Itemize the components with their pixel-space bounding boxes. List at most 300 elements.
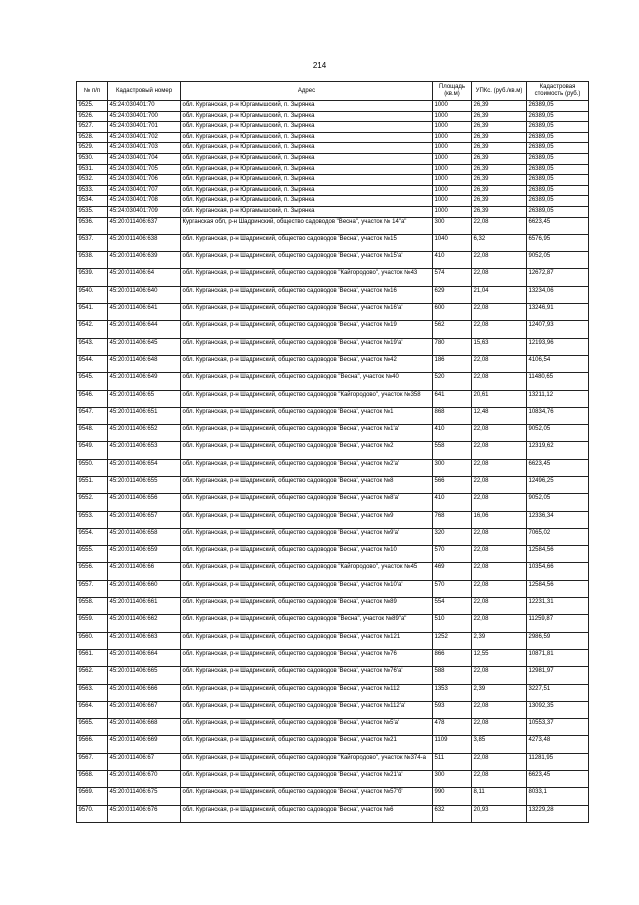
cadastral-value: 10553,37 (527, 719, 589, 736)
cadastral-value: 9052,05 (527, 425, 589, 442)
upks: 26,39 (472, 196, 527, 207)
upks: 26,39 (472, 185, 527, 196)
area: 511 (433, 753, 472, 770)
address: обл. Курганская, р-н Шадринский, общество садоводов "Кайгородово", участок №43 (181, 269, 433, 286)
cadastral-value: 12231,31 (527, 598, 589, 615)
upks: 22,08 (472, 667, 527, 684)
table-row (77, 684, 589, 701)
address: обл. Курганская, р-н Шадринский, общество садоводов 'Весна', участок №42 (181, 355, 433, 372)
row-number: 9563. (77, 684, 108, 701)
row-number: 9565. (77, 719, 108, 736)
address: обл. Курганская, р-н Шадринский, общество садоводов "Кайгородово", участок №358 (181, 390, 433, 407)
row-number: 9570. (77, 805, 108, 822)
area: 478 (433, 719, 472, 736)
address: обл. Курганская, р-н Юргамышский, п. Зырянка (181, 132, 433, 143)
area: 632 (433, 805, 472, 822)
area: 570 (433, 580, 472, 597)
upks: 22,08 (472, 217, 527, 234)
area: 1109 (433, 736, 472, 753)
area: 410 (433, 425, 472, 442)
cadastral-number: 45:24:030401:70 (108, 101, 181, 112)
cadastral-number: 45:24:030401:709 (108, 206, 181, 217)
cadastral-number: 45:24:030401:702 (108, 132, 181, 143)
area: 469 (433, 563, 472, 580)
table-row (77, 122, 589, 133)
cadastral-number: 45:20:011406:654 (108, 459, 181, 476)
cadastral-number: 45:24:030401:706 (108, 175, 181, 186)
table-row (77, 321, 589, 338)
address: обл. Курганская, р-н Шадринский, общество садоводов 'Весна', участок №2'а' (181, 459, 433, 476)
table-row (77, 511, 589, 528)
area: 1000 (433, 143, 472, 154)
table-row (77, 304, 589, 321)
address: обл. Курганская, р-н Шадринский, общество садоводов 'Весна', участок №16 (181, 286, 433, 303)
header-area: Площадь (кв.м) (433, 82, 472, 101)
table-row (77, 442, 589, 459)
cadastral-value: 10871,81 (527, 649, 589, 666)
cadastral-number: 45:20:011406:637 (108, 217, 181, 234)
cadastral-number: 45:20:011406:669 (108, 736, 181, 753)
address: обл. Курганская, р-н Юргамышский, п. Зырянка (181, 143, 433, 154)
address: обл. Курганская, р-н Юргамышский, п. Зырянка (181, 164, 433, 175)
address: обл. Курганская, р-н Шадринский, общество садоводов 'Весна', участок №15 (181, 234, 433, 251)
row-number: 9535. (77, 206, 108, 217)
cadastral-number: 45:20:011406:665 (108, 667, 181, 684)
cadastral-value: 11281,95 (527, 753, 589, 770)
area: 588 (433, 667, 472, 684)
row-number: 9541. (77, 304, 108, 321)
upks: 22,08 (472, 563, 527, 580)
table-row (77, 459, 589, 476)
cadastral-number: 45:20:011406:641 (108, 304, 181, 321)
address: обл. Курганская, р-н Юргамышский, п. Зырянка (181, 175, 433, 186)
table-row (77, 101, 589, 112)
address: обл. Курганская, р-н Шадринский, общество садоводов 'Весна', участок №15'а' (181, 252, 433, 269)
upks: 8,11 (472, 788, 527, 805)
page-number: 214 (312, 61, 327, 70)
cadastral-value: 9052,05 (527, 252, 589, 269)
table-row (77, 528, 589, 545)
row-number: 9559. (77, 615, 108, 632)
area: 1000 (433, 101, 472, 112)
row-number: 9550. (77, 459, 108, 476)
area: 600 (433, 304, 472, 321)
cadastral-number: 45:20:011406:668 (108, 719, 181, 736)
cadastral-value: 13229,28 (527, 805, 589, 822)
upks: 22,08 (472, 252, 527, 269)
row-number: 9562. (77, 667, 108, 684)
cadastral-number: 45:20:011406:657 (108, 511, 181, 528)
row-number: 9543. (77, 338, 108, 355)
area: 1000 (433, 132, 472, 143)
cadastral-value: 6576,95 (527, 234, 589, 251)
table-row (77, 736, 589, 753)
area: 510 (433, 615, 472, 632)
cadastral-number: 45:20:011406:640 (108, 286, 181, 303)
cadastral-value: 3227,51 (527, 684, 589, 701)
cadastral-number: 45:20:011406:660 (108, 580, 181, 597)
upks: 22,08 (472, 580, 527, 597)
row-number: 9529. (77, 143, 108, 154)
cadastral-value: 13092,35 (527, 701, 589, 718)
area: 300 (433, 459, 472, 476)
area: 300 (433, 771, 472, 788)
cadastral-number: 45:20:011406:638 (108, 234, 181, 251)
row-number: 9557. (77, 580, 108, 597)
table-row (77, 164, 589, 175)
cadastral-value: 12496,25 (527, 476, 589, 493)
cadastral-value: 8033,1 (527, 788, 589, 805)
upks: 22,08 (472, 719, 527, 736)
cadastral-value: 26389,05 (527, 153, 589, 164)
address: Курганская обл, р-н Шадринский, общество садоводов "Весна", участок № 14"а" (181, 217, 433, 234)
cadastral-number: 45:24:030401:704 (108, 153, 181, 164)
table-row (77, 143, 589, 154)
area: 1000 (433, 164, 472, 175)
upks: 3,85 (472, 736, 527, 753)
cadastral-value: 13246,91 (527, 304, 589, 321)
table-row (77, 701, 589, 718)
upks: 22,08 (472, 494, 527, 511)
upks: 21,04 (472, 286, 527, 303)
upks: 26,39 (472, 132, 527, 143)
upks: 26,39 (472, 175, 527, 186)
table-row (77, 269, 589, 286)
cadastral-number: 45:20:011406:662 (108, 615, 181, 632)
address: обл. Курганская, р-н Шадринский, общество садоводов 'Весна', участок №1'а' (181, 425, 433, 442)
address: обл. Курганская, р-н Юргамышский, п. Зырянка (181, 111, 433, 122)
upks: 26,39 (472, 164, 527, 175)
row-number: 9537. (77, 234, 108, 251)
row-number: 9552. (77, 494, 108, 511)
cadastral-number: 45:20:011406:663 (108, 632, 181, 649)
cadastral-number: 45:20:011406:658 (108, 528, 181, 545)
header-address: Адрес (181, 82, 433, 101)
area: 1040 (433, 234, 472, 251)
cadastral-value: 12584,56 (527, 546, 589, 563)
cadastral-number: 45:20:011406:653 (108, 442, 181, 459)
row-number: 9553. (77, 511, 108, 528)
address: обл. Курганская, р-н Юргамышский, п. Зырянка (181, 185, 433, 196)
upks: 22,08 (472, 321, 527, 338)
table-header-row (77, 82, 589, 101)
area: 558 (433, 442, 472, 459)
header-cadastral-value: Кадастровая стоимость (руб.) (527, 82, 589, 101)
row-number: 9532. (77, 175, 108, 186)
upks: 22,08 (472, 615, 527, 632)
upks: 22,08 (472, 459, 527, 476)
cadastral-value: 6623,45 (527, 217, 589, 234)
table-row (77, 425, 589, 442)
address: обл. Курганская, р-н Шадринский, общество садоводов 'Весна', участок №112 (181, 684, 433, 701)
table-row (77, 355, 589, 372)
row-number: 9547. (77, 407, 108, 424)
row-number: 9538. (77, 252, 108, 269)
row-number: 9568. (77, 771, 108, 788)
cadastral-value: 26389,05 (527, 101, 589, 112)
table-row (77, 805, 589, 822)
table-row (77, 153, 589, 164)
table-row (77, 390, 589, 407)
area: 1000 (433, 153, 472, 164)
table-row (77, 196, 589, 207)
upks: 22,08 (472, 373, 527, 390)
table-row (77, 175, 589, 186)
cadastral-number: 45:20:011406:649 (108, 373, 181, 390)
table-row (77, 753, 589, 770)
table-row (77, 476, 589, 493)
area: 186 (433, 355, 472, 372)
table-row (77, 598, 589, 615)
address: обл. Курганская, р-н Шадринский, общество садоводов 'Весна', участок №16'а' (181, 304, 433, 321)
address: обл. Курганская, р-н Шадринский, общество садоводов 'Весна', участок №76'а' (181, 667, 433, 684)
cadastral-number: 45:20:011406:64 (108, 269, 181, 286)
cadastral-number: 45:24:030401:707 (108, 185, 181, 196)
cadastral-number: 45:24:030401:708 (108, 196, 181, 207)
cadastral-value: 12336,34 (527, 511, 589, 528)
upks: 15,63 (472, 338, 527, 355)
area: 593 (433, 701, 472, 718)
area: 1252 (433, 632, 472, 649)
cadastral-number: 45:20:011406:659 (108, 546, 181, 563)
area: 629 (433, 286, 472, 303)
upks: 12,55 (472, 649, 527, 666)
row-number: 9528. (77, 132, 108, 143)
address: обл. Курганская, р-н Юргамышский, п. Зырянка (181, 206, 433, 217)
address: обл. Курганская, р-н Юргамышский, п. Зырянка (181, 153, 433, 164)
upks: 22,08 (472, 476, 527, 493)
table-row (77, 111, 589, 122)
area: 780 (433, 338, 472, 355)
address: обл. Курганская, р-н Шадринский, общество садоводов 'Весна', участок №121 (181, 632, 433, 649)
address: обл. Курганская, р-н Шадринский, общество садоводов 'Весна', участок №2 (181, 442, 433, 459)
cadastral-value: 11259,87 (527, 615, 589, 632)
upks: 2,39 (472, 684, 527, 701)
table-row (77, 494, 589, 511)
cadastral-value: 13234,06 (527, 286, 589, 303)
cadastral-value: 9052,05 (527, 494, 589, 511)
table-row (77, 580, 589, 597)
area: 320 (433, 528, 472, 545)
address: обл. Курганская, р-н Юргамышский, п. Зырянка (181, 196, 433, 207)
area: 641 (433, 390, 472, 407)
cadastral-value: 6623,45 (527, 459, 589, 476)
upks: 20,61 (472, 390, 527, 407)
address: обл. Курганская, р-н Шадринский, общество садоводов 'Весна', участок №19'а' (181, 338, 433, 355)
address: обл. Курганская, р-н Шадринский, общество садоводов 'Весна', участок №10 (181, 546, 433, 563)
upks: 22,08 (472, 442, 527, 459)
area: 574 (433, 269, 472, 286)
cadastral-value: 2986,59 (527, 632, 589, 649)
row-number: 9534. (77, 196, 108, 207)
cadastral-value: 10354,66 (527, 563, 589, 580)
address: обл. Курганская, р-н Шадринский, общество садоводов 'Весна', участок №21 (181, 736, 433, 753)
table-row (77, 206, 589, 217)
header-number: № п/п (77, 82, 108, 101)
table-row (77, 185, 589, 196)
row-number: 9545. (77, 373, 108, 390)
address: обл. Курганская, р-н Шадринский, общество садоводов 'Весна', участок №76 (181, 649, 433, 666)
address: обл. Курганская, р-н Шадринский, общество садоводов 'Весна', участок №57'б' (181, 788, 433, 805)
row-number: 9549. (77, 442, 108, 459)
address: обл. Курганская, р-н Шадринский, общество садоводов 'Весна', участок №10'а' (181, 580, 433, 597)
upks: 26,39 (472, 122, 527, 133)
cadastral-value: 26389,05 (527, 122, 589, 133)
area: 300 (433, 217, 472, 234)
area: 1000 (433, 206, 472, 217)
row-number: 9526. (77, 111, 108, 122)
row-number: 9546. (77, 390, 108, 407)
cadastral-number: 45:20:011406:67 (108, 753, 181, 770)
area: 768 (433, 511, 472, 528)
cadastral-number: 45:20:011406:65 (108, 390, 181, 407)
address: обл. Курганская, р-н Шадринский, общество садоводов 'Весна', участок №1 (181, 407, 433, 424)
cadastral-value: 10834,76 (527, 407, 589, 424)
table-row (77, 771, 589, 788)
row-number: 9539. (77, 269, 108, 286)
address: обл. Курганская, р-н Шадринский, общество садоводов 'Весна', участок №8'а' (181, 494, 433, 511)
row-number: 9560. (77, 632, 108, 649)
table-row (77, 667, 589, 684)
row-number: 9544. (77, 355, 108, 372)
cadastral-number: 45:24:030401:701 (108, 122, 181, 133)
area: 570 (433, 546, 472, 563)
row-number: 9558. (77, 598, 108, 615)
cadastral-value: 26389,05 (527, 164, 589, 175)
cadastral-value: 26389,05 (527, 196, 589, 207)
area: 566 (433, 476, 472, 493)
row-number: 9533. (77, 185, 108, 196)
upks: 22,08 (472, 771, 527, 788)
row-number: 9556. (77, 563, 108, 580)
row-number: 9531. (77, 164, 108, 175)
cadastral-value: 26389,05 (527, 111, 589, 122)
cadastral-number: 45:20:011406:655 (108, 476, 181, 493)
table-row (77, 563, 589, 580)
upks: 22,08 (472, 701, 527, 718)
upks: 26,39 (472, 206, 527, 217)
area: 990 (433, 788, 472, 805)
address: обл. Курганская, р-н Юргамышский, п. Зырянка (181, 101, 433, 112)
cadastral-value: 26389,05 (527, 185, 589, 196)
cadastral-number: 45:20:011406:656 (108, 494, 181, 511)
cadastral-value: 13211,12 (527, 390, 589, 407)
header-cadastral-number: Кадастровый номер (108, 82, 181, 101)
table-row (77, 788, 589, 805)
cadastral-number: 45:20:011406:652 (108, 425, 181, 442)
area: 1000 (433, 175, 472, 186)
upks: 22,08 (472, 355, 527, 372)
cadastral-value: 26389,05 (527, 143, 589, 154)
row-number: 9561. (77, 649, 108, 666)
header-upks: УПКс. (руб./кв.м) (472, 82, 527, 101)
cadastral-table (76, 81, 589, 823)
area: 554 (433, 598, 472, 615)
upks: 22,08 (472, 304, 527, 321)
row-number: 9530. (77, 153, 108, 164)
upks: 22,08 (472, 528, 527, 545)
upks: 2,39 (472, 632, 527, 649)
cadastral-value: 12672,87 (527, 269, 589, 286)
cadastral-value: 26389,05 (527, 206, 589, 217)
upks: 6,32 (472, 234, 527, 251)
cadastral-value: 7065,02 (527, 528, 589, 545)
upks: 16,06 (472, 511, 527, 528)
address: обл. Курганская, р-н Шадринский, общество садоводов 'Весна', участок №112'а' (181, 701, 433, 718)
cadastral-number: 45:20:011406:639 (108, 252, 181, 269)
cadastral-value: 26389,05 (527, 132, 589, 143)
row-number: 9564. (77, 701, 108, 718)
table-row (77, 338, 589, 355)
upks: 22,08 (472, 269, 527, 286)
address: обл. Курганская, р-н Шадринский, общество садоводов 'Весна', участок №6 (181, 805, 433, 822)
row-number: 9569. (77, 788, 108, 805)
row-number: 9566. (77, 736, 108, 753)
table-row (77, 632, 589, 649)
upks: 26,39 (472, 111, 527, 122)
cadastral-value: 12193,96 (527, 338, 589, 355)
upks: 22,08 (472, 598, 527, 615)
cadastral-value: 12981,97 (527, 667, 589, 684)
upks: 26,39 (472, 101, 527, 112)
cadastral-number: 45:20:011406:667 (108, 701, 181, 718)
row-number: 9540. (77, 286, 108, 303)
address: обл. Курганская, р-н Шадринский, общество садоводов 'Весна', участок №21'а' (181, 771, 433, 788)
cadastral-value: 6623,45 (527, 771, 589, 788)
table-row (77, 252, 589, 269)
cadastral-number: 45:20:011406:648 (108, 355, 181, 372)
address: обл. Курганская, р-н Шадринский, общество садоводов 'Весна', участок №19 (181, 321, 433, 338)
row-number: 9551. (77, 476, 108, 493)
table-row (77, 286, 589, 303)
area: 868 (433, 407, 472, 424)
cadastral-number: 45:20:011406:66 (108, 563, 181, 580)
area: 1353 (433, 684, 472, 701)
cadastral-number: 45:24:030401:703 (108, 143, 181, 154)
area: 410 (433, 252, 472, 269)
cadastral-number: 45:24:030401:705 (108, 164, 181, 175)
cadastral-value: 12407,93 (527, 321, 589, 338)
row-number: 9567. (77, 753, 108, 770)
cadastral-number: 45:20:011406:675 (108, 788, 181, 805)
cadastral-number: 45:20:011406:661 (108, 598, 181, 615)
row-number: 9548. (77, 425, 108, 442)
area: 520 (433, 373, 472, 390)
address: обл. Курганская, р-н Шадринский, общество садоводов 'Весна', участок №8 (181, 476, 433, 493)
area: 410 (433, 494, 472, 511)
table-row (77, 217, 589, 234)
upks: 22,08 (472, 425, 527, 442)
table-row (77, 373, 589, 390)
table-row (77, 132, 589, 143)
table-row (77, 615, 589, 632)
address: обл. Курганская, р-н Шадринский, общество садоводов 'Весна', участок №89 (181, 598, 433, 615)
area: 1000 (433, 111, 472, 122)
row-number: 9525. (77, 101, 108, 112)
address: обл. Курганская, р-н Шадринский, общество садоводов "Весна", участок №40 (181, 373, 433, 390)
row-number: 9554. (77, 528, 108, 545)
table-row (77, 649, 589, 666)
area: 1000 (433, 122, 472, 133)
cadastral-number: 45:20:011406:666 (108, 684, 181, 701)
table-row (77, 546, 589, 563)
address: обл. Курганская, р-н Шадринский, общество садоводов 'Весна', участок №5'а' (181, 719, 433, 736)
table-row (77, 234, 589, 251)
area: 1000 (433, 196, 472, 207)
cadastral-value: 26389,05 (527, 175, 589, 186)
address: обл. Курганская, р-н Шадринский, общество садоводов "Кайгородово", участок №45 (181, 563, 433, 580)
upks: 26,39 (472, 153, 527, 164)
